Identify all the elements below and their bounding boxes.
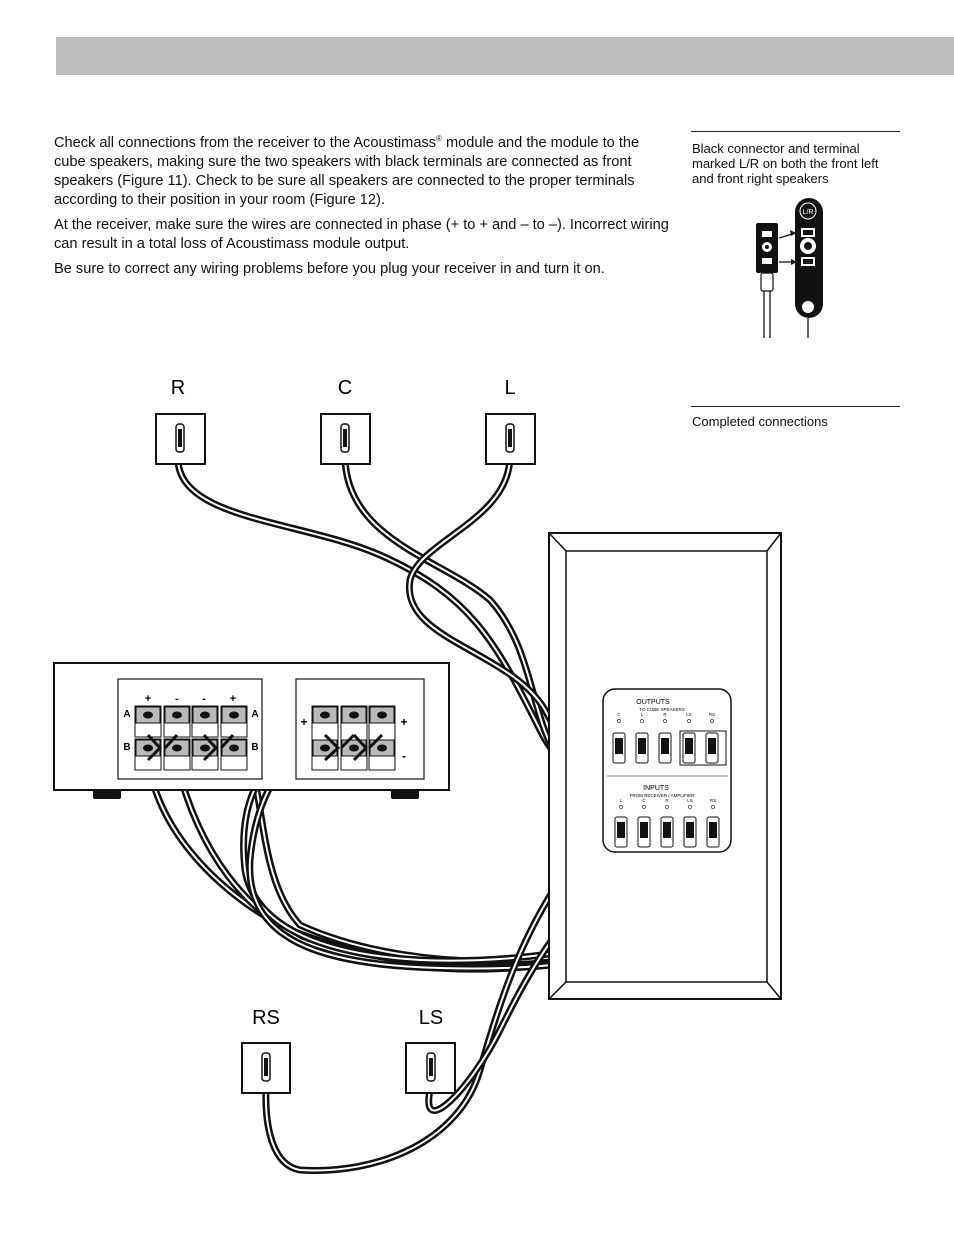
minus-sign: - <box>202 693 206 705</box>
acoustimass-module <box>549 533 781 999</box>
paragraph-3: Be sure to correct any wiring problems before you plug your receiver in and turn it on. <box>54 261 605 277</box>
receiver-foot-right <box>391 790 419 799</box>
receiver <box>54 663 449 799</box>
inputs-label: INPUTS <box>643 785 669 792</box>
paragraph-2: At the receiver, make sure the wires are connected in phase (+ to + and – to –). Incorrect wiring can result in a total loss of Acoustimass module output. <box>54 217 669 252</box>
connector-caption: Black connector and terminal marked L/R on both the front left and front right speakers <box>692 141 879 186</box>
channel-label: RS <box>709 798 717 803</box>
lr-marking: L/R <box>802 209 814 216</box>
output-jacks <box>613 733 671 763</box>
channel-label: R <box>665 798 669 803</box>
channel-label: LS <box>686 712 692 717</box>
row-b-label: B <box>251 742 259 753</box>
registered-mark: ® <box>436 134 442 144</box>
speaker-label-r: R <box>170 377 186 399</box>
connector-illustration <box>756 198 823 338</box>
channel-label: L <box>619 798 623 803</box>
speaker-label-ls: LS <box>418 1007 444 1029</box>
speaker-right <box>156 377 205 464</box>
speaker-label-l: L <box>504 377 516 399</box>
row-b-label: B <box>123 742 131 753</box>
plus-sign: + <box>144 693 152 705</box>
speaker-left-surround <box>406 1007 455 1093</box>
inputs-sublabel: FROM RECEIVER / AMPLIFIER <box>629 793 695 798</box>
speaker-center <box>321 377 370 464</box>
speaker-left <box>486 377 535 464</box>
plus-sign: + <box>229 693 237 705</box>
row-a-label: A <box>251 709 259 720</box>
completed-connections-caption: Completed connections <box>692 414 828 429</box>
speaker-label-rs: RS <box>252 1007 280 1029</box>
minus-sign: - <box>175 693 179 705</box>
plus-sign: + <box>400 715 408 729</box>
outputs-label: OUTPUTS <box>636 699 670 706</box>
channel-label: RS <box>708 712 716 717</box>
plus-sign: + <box>300 715 308 729</box>
speaker-label-c: C <box>337 377 353 399</box>
row-a-label: A <box>123 709 131 720</box>
channel-label: L <box>640 712 644 717</box>
channel-label: C <box>617 712 621 717</box>
paragraph-1-rest: module and the module to the cube speakers, making sure the two speakers with black terminals are connected as front speakers (Figure 11). Check to be sure all speakers are connected to the proper terminals according to their position in your room (Figure 12). <box>54 135 640 208</box>
paragraph-1-lead: Check all connections from the receiver to the Acoustimass <box>54 135 437 151</box>
channel-label: C <box>642 798 646 803</box>
speaker-right-surround <box>242 1007 290 1093</box>
outputs-sublabel: TO CUBE SPEAKERS <box>639 707 685 712</box>
channel-label: R <box>663 712 667 717</box>
minus-sign: - <box>402 749 406 763</box>
channel-label: LS <box>687 798 693 803</box>
surround-terminals <box>312 706 395 770</box>
receiver-foot-left <box>93 790 121 799</box>
